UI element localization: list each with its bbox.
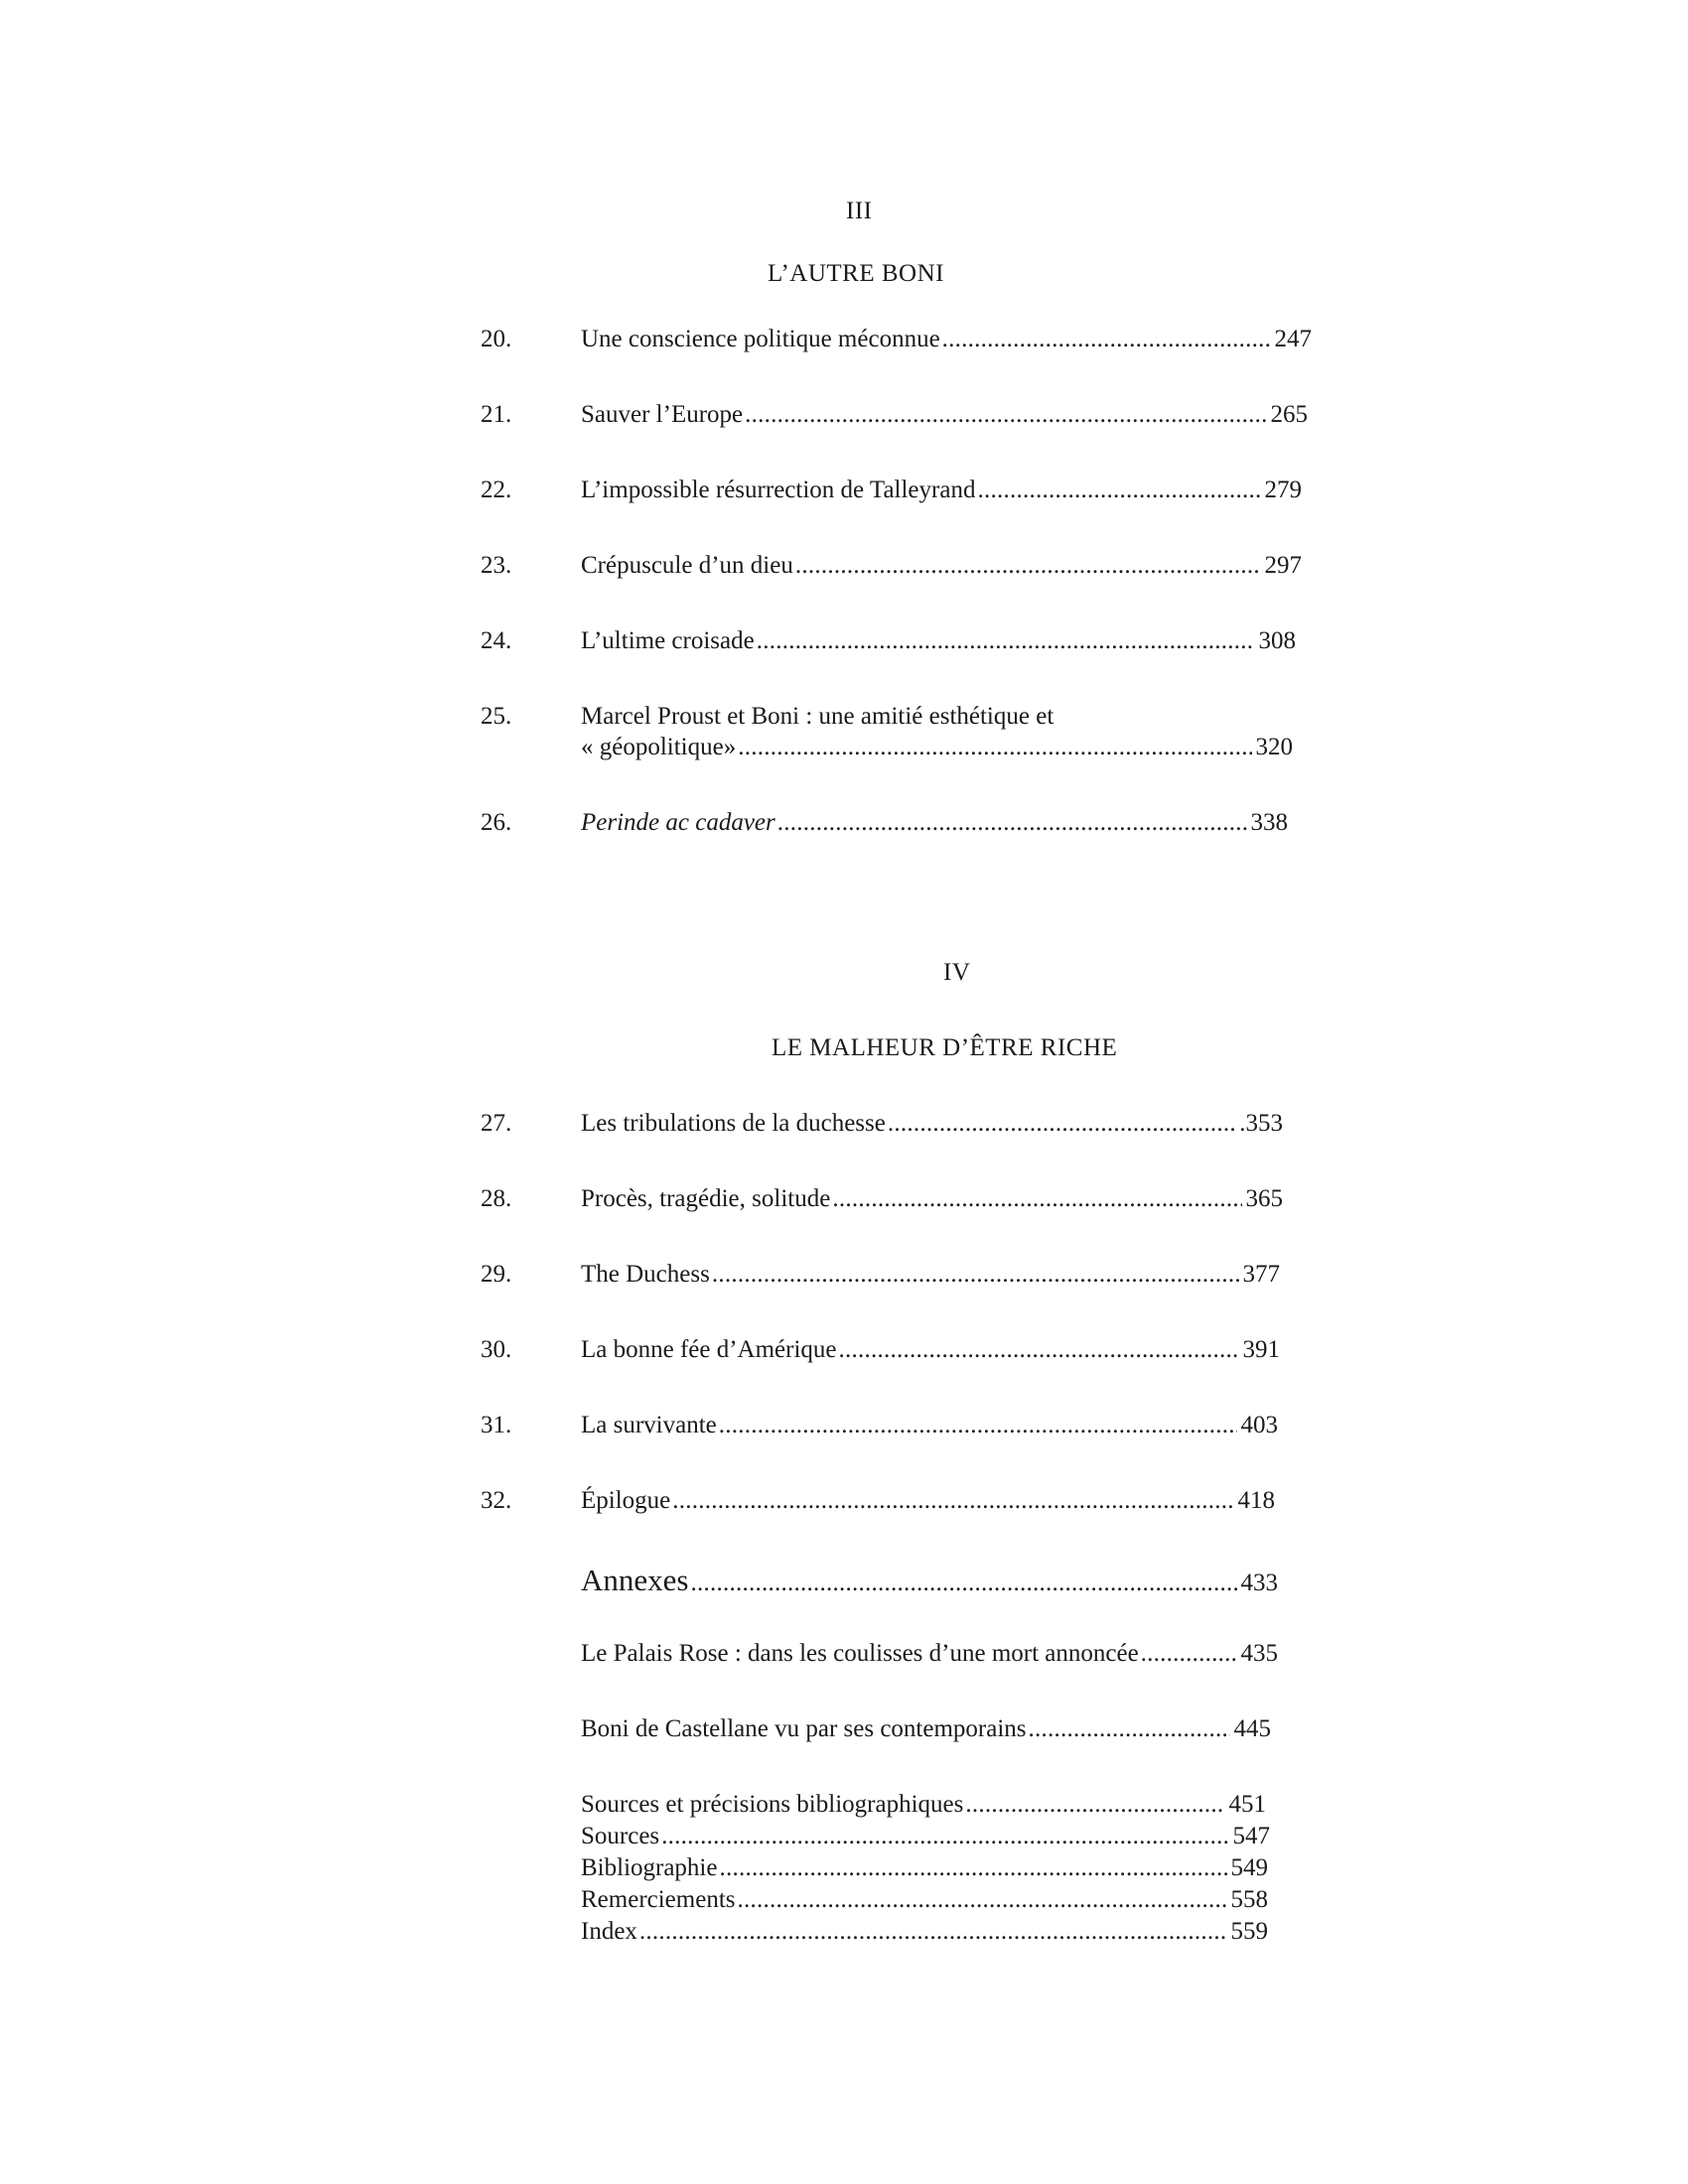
dot-leader bbox=[712, 1261, 1239, 1289]
dot-leader bbox=[661, 1823, 1228, 1850]
toc-entry[interactable] bbox=[581, 1487, 1275, 1515]
entry-title: « géopolitique» bbox=[581, 734, 737, 760]
entry-page: 308 bbox=[1258, 627, 1296, 654]
entry-page: 320 bbox=[1255, 734, 1293, 760]
toc-entry[interactable] bbox=[581, 1886, 1268, 1914]
toc-entry[interactable] bbox=[581, 401, 1308, 429]
entry-page: 403 bbox=[1240, 1412, 1278, 1438]
entry-title: Perinde ac cadaver bbox=[581, 809, 775, 836]
entry-title: Épilogue bbox=[581, 1487, 671, 1514]
entry-page: 558 bbox=[1230, 1886, 1268, 1913]
toc-entry[interactable] bbox=[581, 477, 1302, 504]
entry-title: L’impossible résurrection de Talleyrand bbox=[581, 477, 976, 503]
entry-page: 365 bbox=[1245, 1185, 1283, 1212]
entry-number: 31. bbox=[481, 1412, 512, 1438]
entry-title: Remerciements bbox=[581, 1886, 736, 1913]
dot-leader bbox=[738, 734, 1251, 761]
toc-entry[interactable] bbox=[581, 1185, 1283, 1213]
toc-entry[interactable] bbox=[581, 627, 1296, 655]
toc-entry[interactable] bbox=[581, 1640, 1278, 1668]
entry-page: 265 bbox=[1270, 401, 1308, 428]
entry-page: 451 bbox=[1228, 1791, 1266, 1818]
entry-page: 418 bbox=[1237, 1487, 1275, 1514]
toc-entry[interactable] bbox=[581, 1715, 1271, 1743]
entry-title: Sources bbox=[581, 1823, 660, 1849]
toc-entry[interactable] bbox=[581, 1110, 1283, 1138]
entry-page: .353 bbox=[1239, 1110, 1283, 1137]
dot-leader bbox=[1141, 1640, 1237, 1668]
entry-number: 28. bbox=[481, 1185, 512, 1212]
toc-entry[interactable] bbox=[581, 734, 1293, 761]
toc-entry[interactable] bbox=[581, 809, 1288, 837]
part4-title: LE MALHEUR D’ÊTRE RICHE bbox=[772, 1034, 1118, 1061]
entry-number: 21. bbox=[481, 401, 512, 428]
entry-title: Bibliographie bbox=[581, 1854, 718, 1881]
entry-title: Sources et précisions bibliographiques bbox=[581, 1791, 964, 1818]
entry-page: 279 bbox=[1264, 477, 1302, 503]
entry-page: 435 bbox=[1240, 1640, 1278, 1667]
dot-leader bbox=[888, 1110, 1235, 1138]
toc-entry[interactable] bbox=[581, 1261, 1280, 1289]
entry-title: Crépuscule d’un dieu bbox=[581, 552, 793, 579]
entry-page: 445 bbox=[1233, 1715, 1271, 1742]
entry-number: 30. bbox=[481, 1336, 512, 1363]
dot-leader bbox=[757, 627, 1255, 655]
entry-number: 32. bbox=[481, 1487, 512, 1514]
dot-leader bbox=[639, 1918, 1227, 1946]
entry-number: 25. bbox=[481, 703, 512, 730]
toc-entry[interactable] bbox=[581, 1412, 1278, 1439]
entry-title: L’ultime croisade bbox=[581, 627, 755, 654]
entry-number: 20. bbox=[481, 326, 512, 352]
entry-number: 22. bbox=[481, 477, 512, 503]
dot-leader bbox=[977, 477, 1260, 504]
toc-entry[interactable] bbox=[581, 1791, 1266, 1819]
entry-page: 547 bbox=[1232, 1823, 1270, 1849]
entry-title: Le Palais Rose : dans les coulisses d’une mort annoncée bbox=[581, 1640, 1139, 1667]
toc-entry[interactable] bbox=[581, 1918, 1268, 1946]
dot-leader bbox=[672, 1487, 1233, 1515]
entry-title: Une conscience politique méconnue bbox=[581, 326, 940, 352]
entry-page: 433 bbox=[1240, 1570, 1278, 1596]
entry-number: 27. bbox=[481, 1110, 512, 1137]
dot-leader bbox=[965, 1791, 1224, 1819]
annexes-entry[interactable] bbox=[581, 1563, 1278, 1598]
dot-leader bbox=[777, 809, 1247, 837]
entry-number: 29. bbox=[481, 1261, 512, 1288]
dot-leader bbox=[942, 326, 1271, 353]
entry-number: 26. bbox=[481, 809, 512, 836]
entry-title: Les tribulations de la duchesse bbox=[581, 1110, 886, 1137]
entry-page: 247 bbox=[1274, 326, 1312, 352]
entry-title-line1: Marcel Proust et Boni : une amitié esthétique et bbox=[581, 703, 1055, 730]
part4-numeral: IV bbox=[943, 959, 971, 986]
dot-leader bbox=[839, 1336, 1239, 1364]
entry-title: The Duchess bbox=[581, 1261, 710, 1288]
dot-leader bbox=[745, 401, 1266, 429]
toc-entry[interactable] bbox=[581, 552, 1302, 580]
dot-leader bbox=[719, 1854, 1226, 1882]
entry-page: 377 bbox=[1242, 1261, 1280, 1288]
dot-leader bbox=[690, 1570, 1236, 1597]
entry-title: Procès, tragédie, solitude bbox=[581, 1185, 831, 1212]
annexes-title: Annexes bbox=[581, 1563, 689, 1597]
dot-leader bbox=[738, 1886, 1227, 1914]
dot-leader bbox=[795, 552, 1261, 580]
dot-leader bbox=[719, 1412, 1237, 1439]
entry-page: 549 bbox=[1230, 1854, 1268, 1881]
toc-entry[interactable] bbox=[581, 1336, 1280, 1364]
entry-number: 24. bbox=[481, 627, 512, 654]
entry-number: 23. bbox=[481, 552, 512, 579]
entry-page: 338 bbox=[1250, 809, 1288, 836]
entry-title: Sauver l’Europe bbox=[581, 401, 744, 428]
entry-title: La survivante bbox=[581, 1412, 717, 1438]
entry-title: Index bbox=[581, 1918, 637, 1945]
entry-page: 391 bbox=[1242, 1336, 1280, 1363]
entry-page: 297 bbox=[1264, 552, 1302, 579]
toc-entry[interactable] bbox=[581, 1823, 1270, 1850]
dot-leader bbox=[832, 1185, 1241, 1213]
part3-numeral: III bbox=[846, 198, 873, 224]
dot-leader bbox=[1029, 1715, 1230, 1743]
toc-entry[interactable] bbox=[581, 326, 1312, 353]
toc-entry[interactable] bbox=[581, 1854, 1268, 1882]
entry-page: 559 bbox=[1230, 1918, 1268, 1945]
part3-title: L’AUTRE BONI bbox=[768, 260, 944, 287]
entry-title: La bonne fée d’Amérique bbox=[581, 1336, 837, 1363]
entry-title: Boni de Castellane vu par ses contemporains bbox=[581, 1715, 1027, 1742]
